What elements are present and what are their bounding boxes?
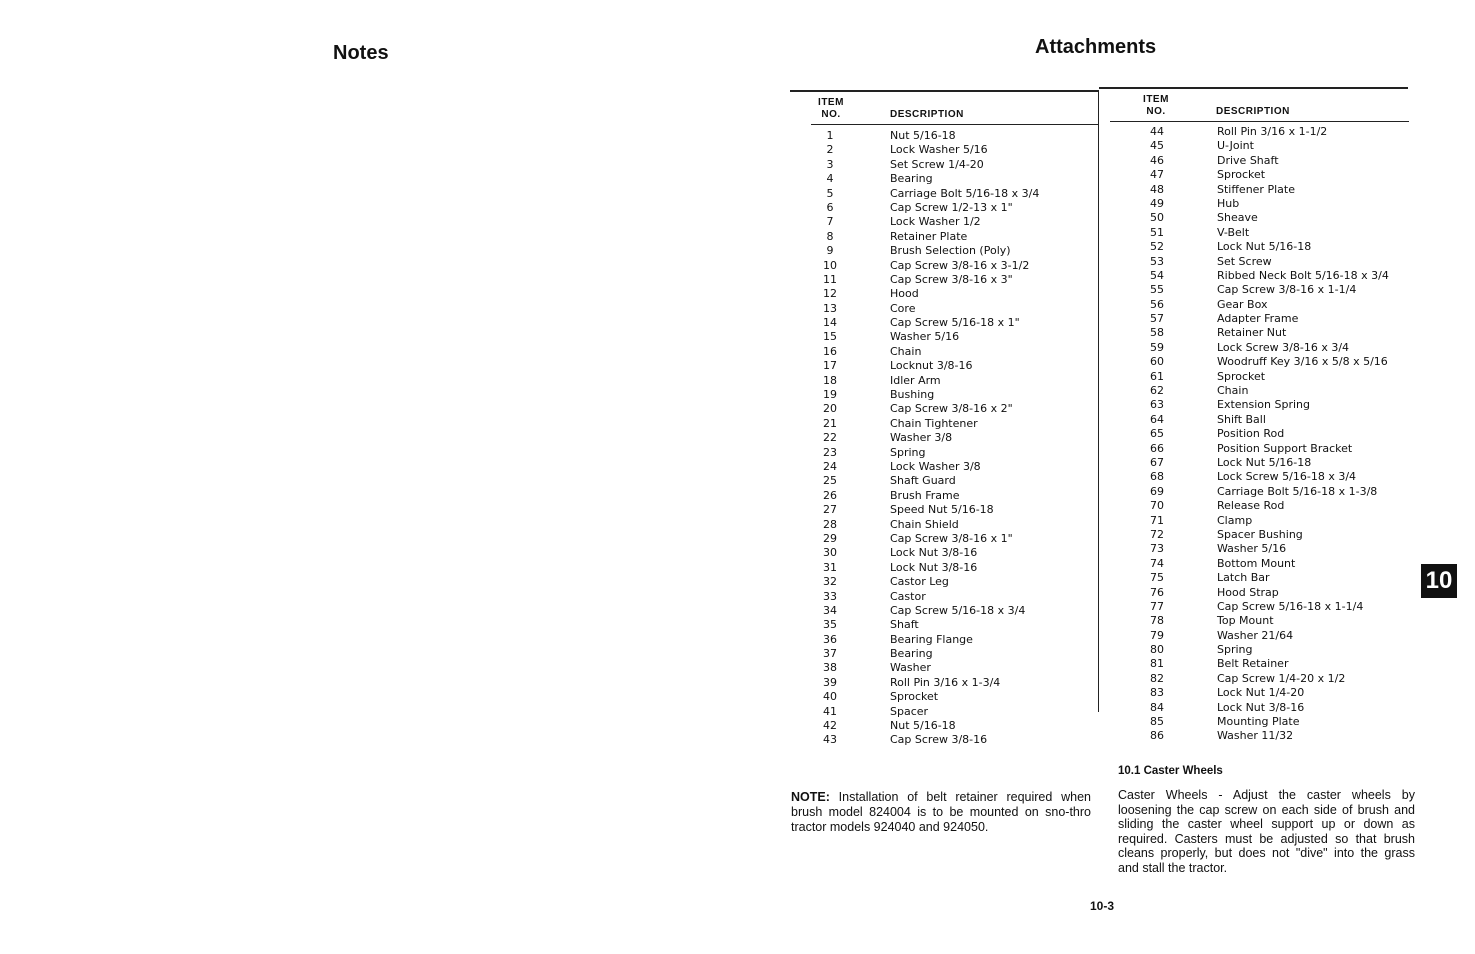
parts-list-row — [815, 187, 1095, 201]
item-number: 49 — [1150, 196, 1164, 210]
parts-list-row — [1142, 701, 1422, 715]
parts-list-row — [815, 172, 1095, 186]
parts-list-row — [815, 633, 1095, 647]
item-number: 80 — [1150, 643, 1164, 657]
item-description: Bearing — [890, 172, 933, 186]
item-number: 70 — [1150, 499, 1164, 513]
item-description: Brush Selection (Poly) — [890, 244, 1011, 258]
item-number: 18 — [823, 373, 837, 387]
parts-list-row — [1142, 312, 1422, 326]
parts-list-row — [815, 561, 1095, 575]
parts-list-row — [815, 259, 1095, 273]
parts-list-row — [1142, 456, 1422, 470]
item-description: Sheave — [1217, 211, 1258, 225]
parts-list-row — [815, 359, 1095, 373]
parts-list-row — [1142, 542, 1422, 556]
parts-list-row — [1142, 125, 1422, 139]
item-number: 46 — [1150, 153, 1164, 167]
item-description: Spring — [890, 445, 926, 459]
parts-list-row — [1142, 298, 1422, 312]
item-description: Lock Nut 5/16-18 — [1217, 455, 1312, 469]
item-number: 29 — [823, 531, 837, 545]
parts-list-row — [815, 532, 1095, 546]
item-description: Spacer — [890, 704, 929, 718]
item-number: 52 — [1150, 240, 1164, 254]
item-description: Lock Nut 3/8-16 — [890, 546, 978, 560]
parts-list-row — [1142, 384, 1422, 398]
item-description: Washer 3/8 — [890, 431, 953, 445]
parts-list-row — [815, 618, 1095, 632]
item-number: 58 — [1150, 326, 1164, 340]
parts-list-row — [815, 474, 1095, 488]
item-description: Core — [890, 301, 916, 315]
item-number: 4 — [826, 172, 834, 186]
item-description: Lock Nut 3/8-16 — [890, 560, 978, 574]
item-description: Speed Nut 5/16-18 — [890, 503, 994, 517]
parts-list-row — [1142, 528, 1422, 542]
parts-list-row — [815, 201, 1095, 215]
item-description: Release Rod — [1217, 499, 1285, 513]
item-number: 61 — [1150, 369, 1164, 383]
parts-list-row — [1142, 168, 1422, 182]
item-description: Carriage Bolt 5/16-18 x 3/4 — [890, 186, 1040, 200]
item-description: Sprocket — [1217, 369, 1266, 383]
parts-list-row — [1142, 514, 1422, 528]
item-description: Bearing Flange — [890, 632, 973, 646]
item-number: 79 — [1150, 628, 1164, 642]
item-description: Castor Leg — [890, 575, 949, 589]
item-description: Retainer Nut — [1217, 326, 1287, 340]
item-description: Position Support Bracket — [1217, 441, 1353, 455]
parts-list-row — [1142, 255, 1422, 269]
item-number: 14 — [823, 316, 837, 330]
table-top-rule-right — [1099, 87, 1408, 89]
parts-list-row — [815, 402, 1095, 416]
item-number: 60 — [1150, 355, 1164, 369]
parts-list-row — [1142, 715, 1422, 729]
parts-list-row — [815, 503, 1095, 517]
attachments-page-title: Attachments — [1035, 36, 1157, 58]
parts-list-row — [815, 143, 1095, 157]
parts-list-row — [815, 647, 1095, 661]
item-description: Washer — [890, 661, 931, 675]
item-description: Sprocket — [1217, 168, 1266, 182]
parts-list-row — [1142, 139, 1422, 153]
item-number: 76 — [1150, 585, 1164, 599]
item-number: 19 — [823, 388, 837, 402]
parts-list-row — [1142, 571, 1422, 585]
item-number: 71 — [1150, 513, 1164, 527]
item-description: Lock Washer 5/16 — [890, 143, 988, 157]
item-number: 85 — [1150, 715, 1164, 729]
parts-list-row — [815, 460, 1095, 474]
parts-list-row — [1142, 657, 1422, 671]
item-description: Cap Screw 1/2-13 x 1" — [890, 200, 1013, 214]
item-number: 64 — [1150, 412, 1164, 426]
parts-list-row — [815, 388, 1095, 402]
parts-list-row — [1142, 629, 1422, 643]
item-description: Nut 5/16-18 — [890, 719, 956, 733]
parts-list-row — [815, 690, 1095, 704]
parts-list-row — [1142, 326, 1422, 340]
parts-list-row — [815, 705, 1095, 719]
item-description: Roll Pin 3/16 x 1-1/2 — [1217, 125, 1328, 138]
item-number: 63 — [1150, 398, 1164, 412]
parts-list-row — [1142, 427, 1422, 441]
item-number: 28 — [823, 517, 837, 531]
parts-list-row — [1142, 211, 1422, 225]
chapter-tab: 10 — [1421, 564, 1457, 598]
parts-list-row — [1142, 485, 1422, 499]
item-number: 22 — [823, 431, 837, 445]
item-description: Set Screw — [1217, 254, 1272, 268]
parts-list-row — [815, 661, 1095, 675]
item-description: Belt Retainer — [1217, 657, 1289, 671]
parts-list-row — [1142, 183, 1422, 197]
item-description: Castor — [890, 589, 926, 603]
parts-list-row — [815, 719, 1095, 733]
item-description: Chain — [1217, 384, 1249, 398]
item-description: Sprocket — [890, 690, 939, 704]
parts-list-row — [1142, 413, 1422, 427]
parts-list-row — [815, 374, 1095, 388]
item-description: Chain Shield — [890, 517, 959, 531]
item-number: 33 — [823, 589, 837, 603]
item-number: 2 — [826, 143, 834, 157]
item-number: 86 — [1150, 729, 1164, 743]
item-number: 82 — [1150, 671, 1164, 685]
page-number: 10-3 — [1090, 899, 1115, 913]
parts-list-row — [1142, 643, 1422, 657]
item-description: Bushing — [890, 388, 935, 402]
item-number: 38 — [823, 661, 837, 675]
item-number: 11 — [823, 272, 837, 286]
item-number: 5 — [826, 186, 834, 200]
item-number: 57 — [1150, 312, 1164, 326]
item-number: 34 — [823, 603, 837, 617]
item-number: 31 — [823, 560, 837, 574]
item-description: Cap Screw 5/16-18 x 1" — [890, 316, 1020, 330]
item-number: 65 — [1150, 427, 1164, 441]
item-number: 26 — [823, 488, 837, 502]
parts-list-row — [1142, 341, 1422, 355]
item-description: Chain Tightener — [890, 416, 978, 430]
parts-list-row — [815, 446, 1095, 460]
item-number: 39 — [823, 675, 837, 689]
parts-list-row — [815, 733, 1095, 747]
item-number: 47 — [1150, 168, 1164, 182]
item-description: Shift Ball — [1217, 412, 1266, 426]
item-number: 27 — [823, 503, 837, 517]
item-description: Cap Screw 3/8-16 — [890, 733, 988, 747]
parts-list-row — [815, 590, 1095, 604]
item-description: Latch Bar — [1217, 571, 1270, 585]
item-description: Washer 5/16 — [890, 330, 960, 344]
item-number: 56 — [1150, 297, 1164, 311]
item-description: Position Rod — [1217, 427, 1285, 441]
parts-list-row — [1142, 355, 1422, 369]
item-description: Extension Spring — [1217, 398, 1310, 412]
item-description: Washer 11/32 — [1217, 729, 1294, 743]
item-number: 17 — [823, 359, 837, 373]
item-description: Set Screw 1/4-20 — [890, 157, 984, 171]
parts-list-row — [815, 316, 1095, 330]
item-number: 13 — [823, 301, 837, 315]
item-number: 35 — [823, 618, 837, 632]
parts-list-row — [1142, 672, 1422, 686]
item-number: 72 — [1150, 527, 1164, 541]
note-text: Installation of belt retainer required when brush model 824004 is to be mounted on sno-thro tractor models 924040 and 924050. — [791, 790, 1091, 834]
note-label: NOTE: — [791, 790, 830, 804]
item-number: 7 — [826, 215, 834, 229]
item-description: Lock Screw 5/16-18 x 3/4 — [1217, 470, 1357, 484]
parts-list-row — [815, 129, 1095, 143]
item-number: 36 — [823, 632, 837, 646]
item-description: Cap Screw 5/16-18 x 1-1/4 — [1217, 599, 1364, 613]
item-number: 68 — [1150, 470, 1164, 484]
item-number: 45 — [1150, 139, 1164, 153]
parts-list-row — [815, 489, 1095, 503]
item-description: U-Joint — [1217, 139, 1254, 153]
item-number: 10 — [823, 258, 837, 272]
parts-list-row — [1142, 600, 1422, 614]
item-description: Nut 5/16-18 — [890, 129, 956, 142]
parts-list-row — [815, 330, 1095, 344]
item-number: 23 — [823, 445, 837, 459]
item-number: 55 — [1150, 283, 1164, 297]
item-number: 48 — [1150, 182, 1164, 196]
item-number: 42 — [823, 719, 837, 733]
parts-list-row — [1142, 197, 1422, 211]
item-number: 44 — [1150, 125, 1164, 138]
item-number: 25 — [823, 474, 837, 488]
item-description: Bottom Mount — [1217, 556, 1296, 570]
item-number: 6 — [826, 200, 834, 214]
parts-list-row — [1142, 614, 1422, 628]
parts-list-row — [815, 287, 1095, 301]
parts-list-row — [815, 244, 1095, 258]
item-number: 75 — [1150, 571, 1164, 585]
parts-list-row — [815, 215, 1095, 229]
item-number: 24 — [823, 459, 837, 473]
item-description: Hood Strap — [1217, 585, 1279, 599]
item-number: 84 — [1150, 700, 1164, 714]
item-description: Cap Screw 3/8-16 x 3-1/2 — [890, 258, 1030, 272]
item-description: Spacer Bushing — [1217, 527, 1303, 541]
parts-list-row — [815, 302, 1095, 316]
item-description: Chain — [890, 344, 922, 358]
item-number: 30 — [823, 546, 837, 560]
parts-list-row — [1142, 269, 1422, 283]
parts-list-row — [1142, 557, 1422, 571]
item-no-header-right: ITEM NO. — [1143, 94, 1169, 117]
caster-wheels-heading: 10.1 Caster Wheels — [1118, 765, 1223, 777]
parts-list-row — [815, 575, 1095, 589]
parts-list-row — [1142, 499, 1422, 513]
item-number: 66 — [1150, 441, 1164, 455]
notes-page-title: Notes — [333, 42, 389, 64]
item-number: 81 — [1150, 657, 1164, 671]
item-number: 32 — [823, 575, 837, 589]
item-description: Lock Nut 1/4-20 — [1217, 686, 1305, 700]
parts-list-row — [1142, 686, 1422, 700]
item-number: 51 — [1150, 225, 1164, 239]
item-number: 20 — [823, 402, 837, 416]
item-description: Cap Screw 1/4-20 x 1/2 — [1217, 671, 1346, 685]
item-number: 73 — [1150, 542, 1164, 556]
parts-list-row — [815, 676, 1095, 690]
item-number: 3 — [826, 157, 834, 171]
item-description: Shaft — [890, 618, 919, 632]
item-number: 78 — [1150, 614, 1164, 628]
item-number: 9 — [826, 244, 834, 258]
item-number: 50 — [1150, 211, 1164, 225]
item-description: V-Belt — [1217, 225, 1250, 239]
parts-list-row — [815, 518, 1095, 532]
parts-list-row — [1142, 729, 1422, 743]
installation-note — [791, 790, 1091, 835]
item-description: Cap Screw 3/8-16 x 1-1/4 — [1217, 283, 1357, 297]
item-number: 74 — [1150, 556, 1164, 570]
item-number: 40 — [823, 690, 837, 704]
item-description: Cap Screw 3/8-16 x 3" — [890, 272, 1013, 286]
item-description: Drive Shaft — [1217, 153, 1279, 167]
table-header-rule-left — [811, 124, 1098, 125]
item-number: 69 — [1150, 484, 1164, 498]
parts-list-row — [815, 158, 1095, 172]
item-description: Washer 21/64 — [1217, 628, 1294, 642]
caster-wheels-body: Caster Wheels - Adjust the caster wheels by loosening the cap screw on each side of brush and sliding the caster wheel support up or down as required. Casters must be adjusted so that brush cleans properly, but does not "dive" into the grass and stall the tractor. — [1118, 788, 1415, 875]
item-description: Top Mount — [1217, 614, 1274, 628]
parts-list-row — [1142, 370, 1422, 384]
parts-list-right — [1142, 125, 1422, 744]
item-description: Hub — [1217, 196, 1240, 210]
item-description: Cap Screw 3/8-16 x 1" — [890, 531, 1013, 545]
parts-list-left — [815, 129, 1095, 748]
item-description: Idler Arm — [890, 373, 941, 387]
item-description: Shaft Guard — [890, 474, 956, 488]
item-description: Locknut 3/8-16 — [890, 359, 973, 373]
description-header-right: DESCRIPTION — [1216, 106, 1290, 117]
parts-list-row — [1142, 586, 1422, 600]
item-number: 15 — [823, 330, 837, 344]
item-number: 1 — [826, 129, 834, 142]
table-column-divider — [1098, 90, 1099, 712]
parts-list-row — [815, 230, 1095, 244]
item-number: 59 — [1150, 340, 1164, 354]
item-description: Mounting Plate — [1217, 715, 1300, 729]
parts-list-row — [1142, 398, 1422, 412]
item-description: Brush Frame — [890, 488, 960, 502]
item-description: Cap Screw 3/8-16 x 2" — [890, 402, 1013, 416]
parts-list-row — [815, 417, 1095, 431]
parts-list-row — [815, 345, 1095, 359]
item-description: Carriage Bolt 5/16-18 x 1-3/8 — [1217, 484, 1378, 498]
parts-list-row — [815, 604, 1095, 618]
item-number: 21 — [823, 416, 837, 430]
item-number: 67 — [1150, 455, 1164, 469]
item-description: Washer 5/16 — [1217, 542, 1287, 556]
parts-list-row — [1142, 442, 1422, 456]
parts-list-row — [815, 431, 1095, 445]
item-description: Lock Nut 3/8-16 — [1217, 700, 1305, 714]
item-no-header-left: ITEM NO. — [818, 97, 844, 120]
item-number: 77 — [1150, 599, 1164, 613]
item-description: Lock Screw 3/8-16 x 3/4 — [1217, 340, 1350, 354]
item-description: Roll Pin 3/16 x 1-3/4 — [890, 675, 1001, 689]
item-number: 62 — [1150, 384, 1164, 398]
parts-list-row — [1142, 226, 1422, 240]
item-description: Bearing — [890, 647, 933, 661]
item-description: Ribbed Neck Bolt 5/16-18 x 3/4 — [1217, 268, 1389, 282]
item-description: Retainer Plate — [890, 229, 968, 243]
item-description: Lock Washer 3/8 — [890, 459, 981, 473]
item-description: Adapter Frame — [1217, 312, 1299, 326]
item-number: 54 — [1150, 268, 1164, 282]
item-number: 41 — [823, 704, 837, 718]
table-header-rule-right — [1110, 121, 1409, 122]
item-description: Cap Screw 5/16-18 x 3/4 — [890, 603, 1026, 617]
item-description: Lock Nut 5/16-18 — [1217, 240, 1312, 254]
item-number: 12 — [823, 287, 837, 301]
parts-list-row — [1142, 154, 1422, 168]
item-description: Clamp — [1217, 513, 1253, 527]
table-top-rule-left — [790, 90, 1099, 92]
item-number: 43 — [823, 733, 837, 747]
parts-list-row — [1142, 283, 1422, 297]
item-number: 53 — [1150, 254, 1164, 268]
parts-list-row — [815, 273, 1095, 287]
item-description: Lock Washer 1/2 — [890, 215, 981, 229]
item-description: Woodruff Key 3/16 x 5/8 x 5/16 — [1217, 355, 1388, 369]
item-number: 83 — [1150, 686, 1164, 700]
item-number: 37 — [823, 647, 837, 661]
item-description: Gear Box — [1217, 297, 1268, 311]
item-description: Hood — [890, 287, 919, 301]
item-description: Stiffener Plate — [1217, 182, 1295, 196]
parts-list-row — [815, 546, 1095, 560]
parts-list-row — [1142, 240, 1422, 254]
item-number: 16 — [823, 344, 837, 358]
item-description: Spring — [1217, 643, 1253, 657]
parts-list-row — [1142, 470, 1422, 484]
description-header-left: DESCRIPTION — [890, 109, 964, 120]
item-number: 8 — [826, 229, 834, 243]
